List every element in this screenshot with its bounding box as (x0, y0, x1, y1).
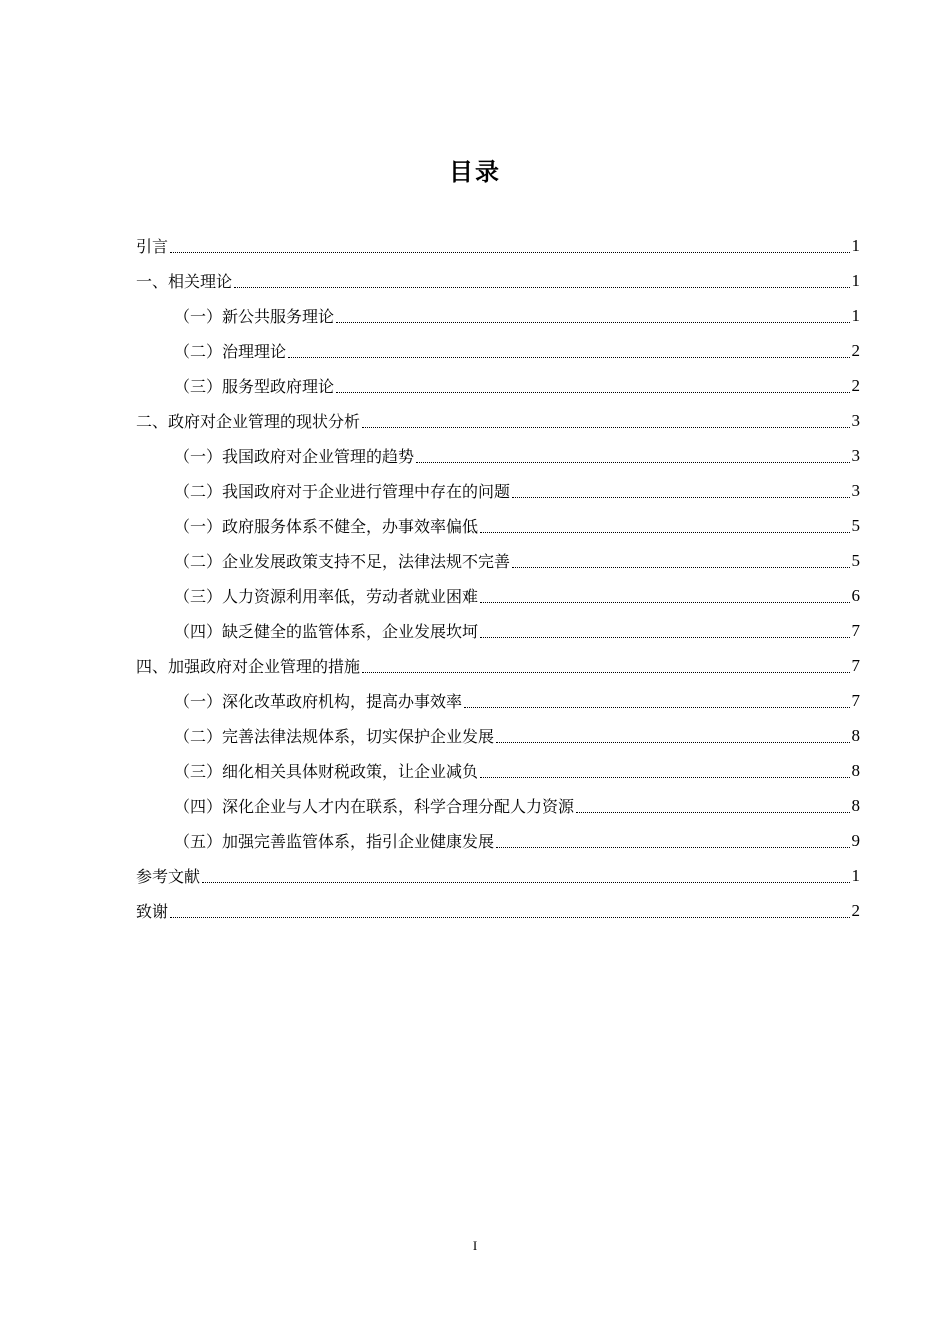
toc-entry-page-number: 3 (851, 445, 860, 465)
toc-entry[interactable] (136, 823, 860, 858)
table-of-contents (136, 228, 860, 928)
toc-entry[interactable] (136, 718, 860, 753)
toc-entry-label: （五）加强完善监管体系，指引企业健康发展 (174, 832, 495, 851)
toc-entry-page-number: 5 (851, 515, 860, 535)
toc-dot-leader (480, 528, 849, 533)
page-number-footer: I (472, 1238, 478, 1253)
toc-entry[interactable] (136, 298, 860, 333)
toc-dot-leader (496, 738, 849, 743)
toc-entry[interactable] (136, 893, 860, 928)
toc-dot-leader (288, 353, 849, 358)
toc-dot-leader (480, 598, 849, 603)
toc-entry-page-number: 1 (851, 865, 860, 885)
toc-entry-page-number: 8 (851, 760, 860, 780)
toc-dot-leader (170, 913, 849, 918)
toc-entry[interactable] (136, 578, 860, 613)
toc-dot-leader (362, 668, 849, 673)
toc-entry-page-number: 1 (851, 305, 860, 325)
toc-entry-label: （三）服务型政府理论 (174, 377, 335, 396)
toc-entry[interactable] (136, 438, 860, 473)
toc-dot-leader (576, 808, 849, 813)
toc-entry-page-number: 3 (851, 480, 860, 500)
toc-entry-page-number: 1 (851, 270, 860, 290)
toc-dot-leader (416, 458, 849, 463)
toc-entry[interactable] (136, 543, 860, 578)
toc-entry[interactable] (136, 508, 860, 543)
toc-entry-label: （四）深化企业与人才内在联系，科学合理分配人力资源 (174, 797, 575, 816)
toc-dot-leader (464, 703, 849, 708)
toc-entry-page-number: 7 (851, 620, 860, 640)
toc-entry-page-number: 2 (851, 900, 860, 920)
toc-entry-label: 一、相关理论 (136, 272, 233, 291)
toc-dot-leader (170, 248, 849, 253)
toc-entry-page-number: 9 (851, 830, 860, 850)
toc-entry-page-number: 3 (851, 410, 860, 430)
toc-entry-label: 二、政府对企业管理的现状分析 (136, 412, 361, 431)
toc-entry-label: （一）深化改革政府机构，提高办事效率 (174, 692, 463, 711)
toc-dot-leader (362, 423, 849, 428)
toc-entry-label: 引言 (136, 237, 169, 256)
toc-entry-page-number: 8 (851, 725, 860, 745)
toc-dot-leader (336, 388, 849, 393)
toc-entry[interactable] (136, 788, 860, 823)
toc-entry-label: （二）企业发展政策支持不足，法律法规不完善 (174, 552, 511, 571)
toc-dot-leader (480, 633, 849, 638)
toc-entry[interactable] (136, 403, 860, 438)
toc-dot-leader (512, 493, 849, 498)
toc-entry[interactable] (136, 263, 860, 298)
toc-entry[interactable] (136, 228, 860, 263)
toc-entry-label: （一）政府服务体系不健全，办事效率偏低 (174, 517, 479, 536)
toc-entry-page-number: 6 (851, 585, 860, 605)
toc-entry-page-number: 8 (851, 795, 860, 815)
toc-entry-label: 四、加强政府对企业管理的措施 (136, 657, 361, 676)
toc-entry-page-number: 2 (851, 340, 860, 360)
toc-entry[interactable] (136, 753, 860, 788)
toc-dot-leader (496, 843, 849, 848)
toc-entry-label: （一）新公共服务理论 (174, 307, 335, 326)
toc-entry[interactable] (136, 333, 860, 368)
toc-entry-label: （三）细化相关具体财税政策，让企业减负 (174, 762, 479, 781)
toc-entry-page-number: 1 (851, 235, 860, 255)
toc-entry[interactable] (136, 473, 860, 508)
toc-entry-page-number: 7 (851, 655, 860, 675)
toc-entry-label: （二）我国政府对于企业进行管理中存在的问题 (174, 482, 511, 501)
toc-entry-label: 致谢 (136, 902, 169, 921)
toc-dot-leader (202, 878, 849, 883)
toc-dot-leader (512, 563, 849, 568)
toc-entry-label: （一）我国政府对企业管理的趋势 (174, 447, 415, 466)
toc-entry-label: 参考文献 (136, 867, 201, 886)
toc-entry[interactable] (136, 368, 860, 403)
page-title: 目录 (449, 158, 501, 186)
toc-entry-label: （三）人力资源利用率低，劳动者就业困难 (174, 587, 479, 606)
toc-entry[interactable] (136, 858, 860, 893)
toc-entry-label: （二）完善法律法规体系，切实保护企业发展 (174, 727, 495, 746)
toc-dot-leader (480, 773, 849, 778)
toc-dot-leader (234, 283, 849, 288)
toc-dot-leader (336, 318, 849, 323)
toc-entry-page-number: 5 (851, 550, 860, 570)
toc-entry[interactable] (136, 648, 860, 683)
toc-entry-label: （二）治理理论 (174, 342, 287, 361)
toc-entry[interactable] (136, 683, 860, 718)
toc-entry-page-number: 7 (851, 690, 860, 710)
toc-entry-page-number: 2 (851, 375, 860, 395)
toc-entry-label: （四）缺乏健全的监管体系，企业发展坎坷 (174, 622, 479, 641)
toc-entry[interactable] (136, 613, 860, 648)
